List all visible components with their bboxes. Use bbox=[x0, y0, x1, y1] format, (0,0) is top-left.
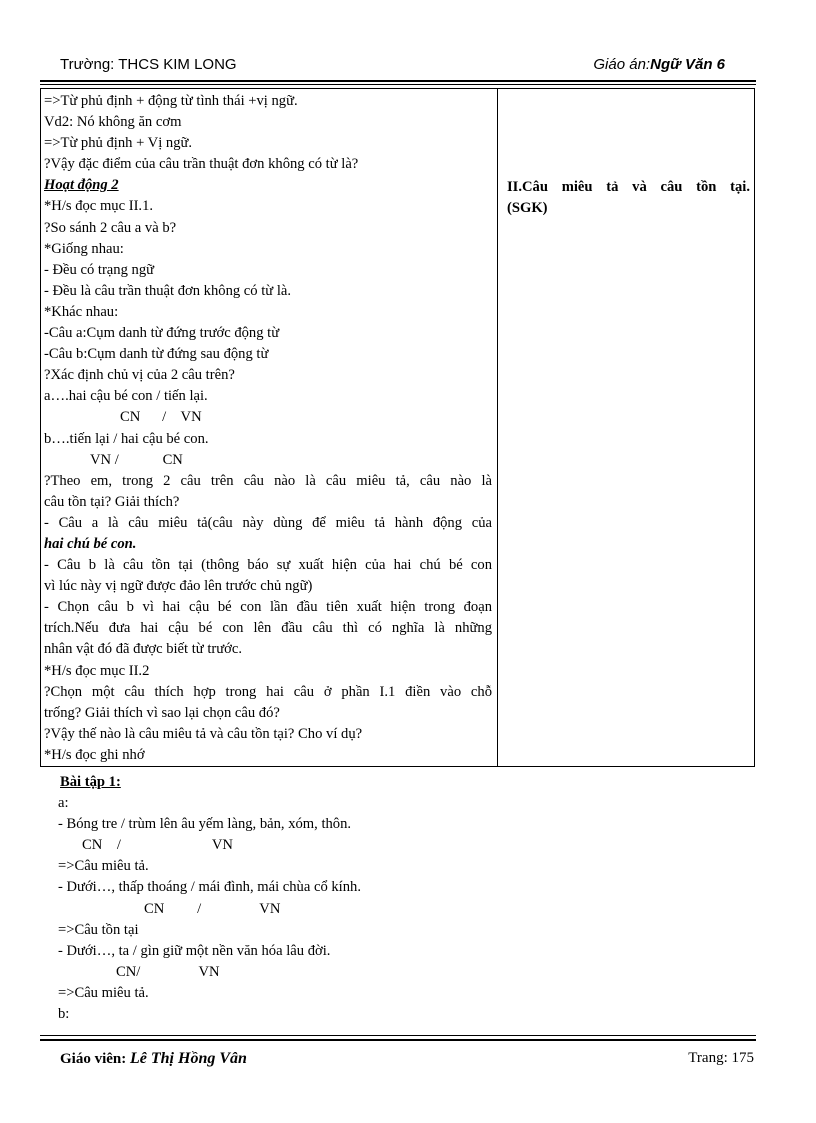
text-line: ?Theo em, trong 2 câu trên câu nào là câu miêu tả, câu nào là bbox=[44, 472, 492, 489]
text-line: =>Từ phủ định + Vị ngữ. bbox=[44, 135, 193, 152]
page-header bbox=[60, 56, 755, 78]
activity-heading: Hoạt động 2 bbox=[44, 177, 119, 194]
exercise-line: =>Câu tồn tại bbox=[58, 921, 139, 938]
exercise-title bbox=[58, 772, 478, 793]
exercise-line: - Bóng tre / trùm lên âu yếm làng, bản, xóm, thôn. bbox=[58, 816, 352, 833]
exercise-line: a: bbox=[58, 795, 69, 812]
footer-rule-thin bbox=[40, 1035, 756, 1036]
italic-text: hai chú bé con. bbox=[44, 535, 137, 552]
subject-label: Giáo án: bbox=[593, 56, 651, 73]
exercise-line: =>Câu miêu tả. bbox=[58, 984, 149, 1001]
marker-text: CN / VN bbox=[144, 900, 281, 917]
subject-predicate-marker bbox=[44, 407, 492, 428]
exercise-line: b: bbox=[58, 1006, 70, 1023]
exercise-section bbox=[58, 772, 478, 1025]
text-line: a….hai cậu bé con / tiến lại. bbox=[44, 388, 208, 405]
text-line: *H/s đọc mục II.2 bbox=[44, 662, 150, 679]
text-line: ?Vậy thế nào là câu miêu tả và câu tồn tại? Cho ví dụ? bbox=[44, 725, 363, 742]
activity-column bbox=[44, 91, 492, 766]
text-line: ?Vậy đặc điểm của câu trần thuật đơn không có từ là? bbox=[44, 156, 359, 173]
text-line: *H/s đọc mục II.1. bbox=[44, 198, 154, 215]
text-line bbox=[44, 534, 492, 555]
exercise-line: - Dưới…, thấp thoáng / mái đình, mái chùa cổ kính. bbox=[58, 879, 361, 896]
marker-text: CN/ VN bbox=[116, 963, 220, 980]
page-footer bbox=[60, 1050, 760, 1074]
content-column bbox=[507, 177, 750, 219]
text-line: - Câu a là câu miêu tả(câu này dùng để miêu tả hành động của bbox=[44, 514, 492, 531]
text-line: ?Xác định chủ vị của 2 câu trên? bbox=[44, 367, 235, 384]
marker-text: VN / CN bbox=[90, 451, 183, 468]
text-line: b….tiến lại / hai cậu bé con. bbox=[44, 430, 209, 447]
exercise-title-text: Bài tập 1: bbox=[60, 774, 121, 790]
text-line: ?So sánh 2 câu a và b? bbox=[44, 219, 177, 236]
teacher-info bbox=[60, 1050, 247, 1068]
text-line: nhân vật đó đã được biết từ trước. bbox=[44, 641, 243, 658]
exercise-marker bbox=[58, 835, 478, 856]
page-number: Trang: 175 bbox=[688, 1050, 754, 1066]
school-label: Trường: bbox=[60, 56, 115, 73]
section-heading: II.Câu miêu tả và câu tồn tại. bbox=[507, 179, 750, 195]
header-rule-thick bbox=[40, 80, 756, 82]
teacher-signature: Lê Thị Hồng Vân bbox=[130, 1050, 247, 1067]
teacher-label: Giáo viên: bbox=[60, 1051, 127, 1067]
table-column-separator bbox=[497, 88, 498, 767]
subject-predicate-marker bbox=[44, 450, 492, 471]
text-line: - Chọn câu b vì hai cậu bé con lần đầu tiên xuất hiện trong đoạn bbox=[44, 599, 492, 616]
text-line: - Đều có trạng ngữ bbox=[44, 261, 155, 278]
text-line: câu tồn tại? Giải thích? bbox=[44, 493, 180, 510]
text-line: vì lúc này vị ngữ được đảo lên trước chủ ngữ) bbox=[44, 578, 313, 595]
exercise-line: - Dưới…, ta / gìn giữ một nền văn hóa lâu đời. bbox=[58, 942, 331, 959]
text-line: Vd2: Nó không ăn cơm bbox=[44, 114, 182, 131]
exercise-line: =>Câu miêu tả. bbox=[58, 858, 149, 875]
text-line: *Giống nhau: bbox=[44, 240, 124, 257]
marker-text: CN / VN bbox=[82, 837, 233, 854]
text-line: -Câu b:Cụm danh từ đứng sau động từ bbox=[44, 346, 269, 363]
text-line: - Đều là câu trần thuật đơn không có từ là. bbox=[44, 282, 292, 299]
school-info bbox=[60, 56, 237, 73]
text-line: - Câu b là câu tồn tại (thông báo sự xuất hiện của hai chú bé con bbox=[44, 557, 492, 574]
school-name: THCS KIM LONG bbox=[118, 56, 237, 73]
text-line: -Câu a:Cụm danh từ đứng trước động từ bbox=[44, 325, 280, 342]
text-line: ?Chọn một câu thích hợp trong hai câu ở phần I.1 điền vào chỗ bbox=[44, 683, 492, 700]
text-line: *Khác nhau: bbox=[44, 303, 119, 320]
text-line: trích.Nếu đưa hai cậu bé con lên đầu câu thì có nghĩa là những bbox=[44, 620, 492, 637]
exercise-marker bbox=[58, 962, 478, 983]
text-line: trống? Giải thích vì sao lại chọn câu đó? bbox=[44, 704, 280, 721]
subject-info bbox=[593, 56, 725, 73]
text-line: =>Từ phủ định + động từ tình thái +vị ngữ. bbox=[44, 93, 298, 109]
header-rule-thin bbox=[40, 84, 756, 85]
marker-text: CN / VN bbox=[120, 409, 202, 426]
text-line: *H/s đọc ghi nhớ bbox=[44, 746, 145, 763]
footer-rule-thick bbox=[40, 1039, 756, 1041]
exercise-marker bbox=[58, 899, 478, 920]
section-reference: (SGK) bbox=[507, 200, 548, 217]
subject-name: Ngữ Văn 6 bbox=[650, 56, 725, 73]
